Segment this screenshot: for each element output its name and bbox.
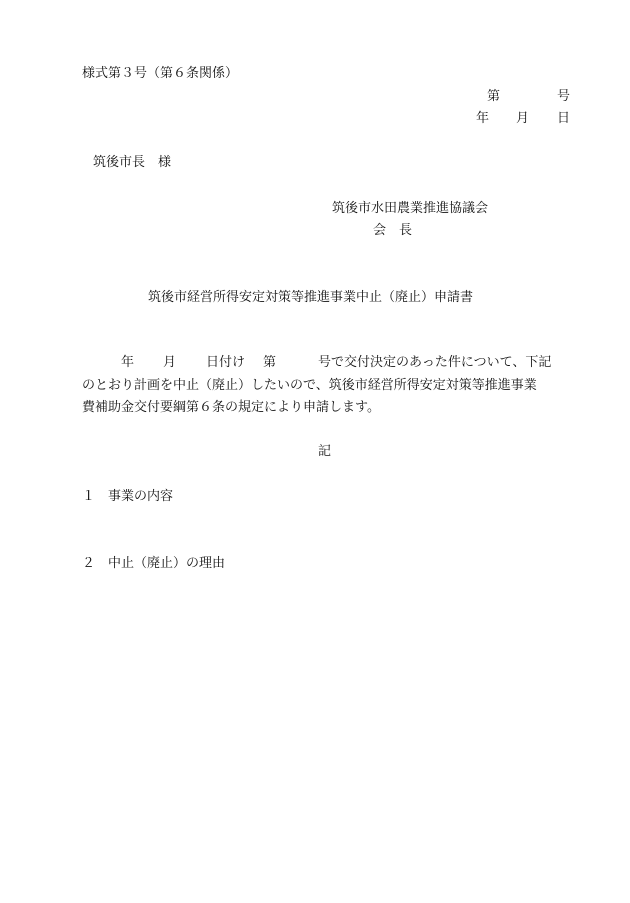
number-go: 号 bbox=[557, 89, 571, 104]
body-nen: 年 bbox=[121, 355, 135, 370]
date-year: 年 bbox=[476, 111, 490, 126]
body-line2: のとおり計画を中止（廃止）したいので、筑後市経営所得安定対策等推進事業 bbox=[82, 378, 537, 393]
date-month: 月 bbox=[516, 111, 530, 126]
addressee: 筑後市長 様 bbox=[93, 155, 172, 170]
body-gatsu: 月 bbox=[163, 355, 177, 370]
body-hizuke: 日付け bbox=[206, 355, 246, 370]
sender-title: 会 長 bbox=[373, 223, 413, 238]
item-1-label: 事業の内容 bbox=[108, 489, 174, 504]
ki-heading: 記 bbox=[318, 444, 332, 459]
date-day: 日 bbox=[557, 111, 571, 126]
body-line1-rest: 号で交付決定のあった件について、下記 bbox=[318, 355, 552, 370]
item-1-number: １ bbox=[82, 489, 96, 504]
item-2-number: ２ bbox=[82, 556, 96, 571]
document-title: 筑後市経営所得安定対策等推進事業中止（廃止）申請書 bbox=[148, 290, 474, 305]
number-dai: 第 bbox=[487, 89, 501, 104]
sender-organization: 筑後市水田農業推進協議会 bbox=[332, 201, 489, 216]
form-label: 様式第３号（第６条関係） bbox=[82, 66, 239, 81]
item-2-label: 中止（廃止）の理由 bbox=[108, 556, 226, 571]
body-line3: 費補助金交付要綱第６条の規定により申請します。 bbox=[82, 400, 380, 415]
body-dai: 第 bbox=[263, 355, 277, 370]
